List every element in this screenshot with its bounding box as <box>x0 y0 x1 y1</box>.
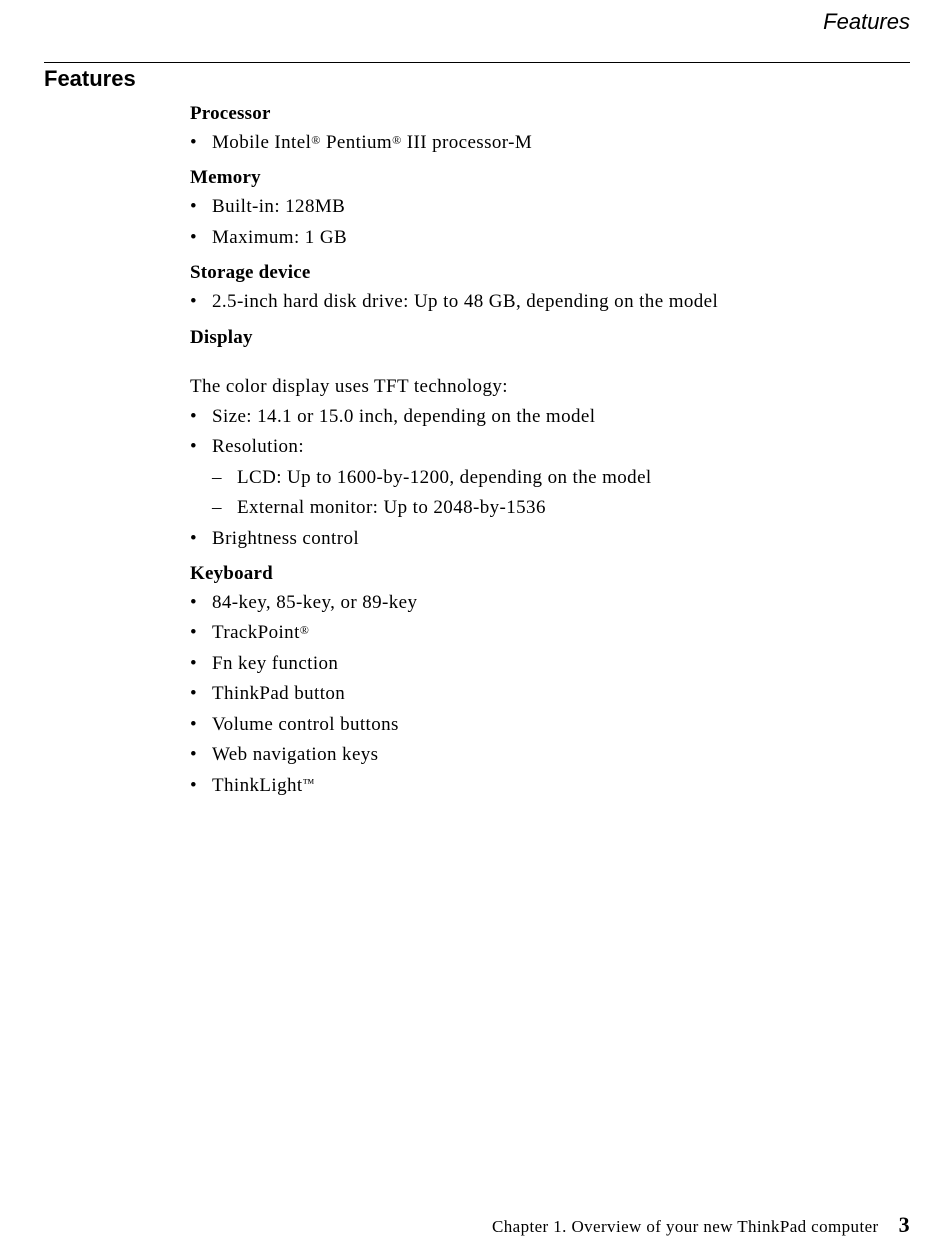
keyboard-thinkpad-button: ThinkPad button <box>212 683 346 705</box>
display-size: Size: 14.1 or 15.0 inch, depending on the model <box>212 406 596 428</box>
page-number: 3 <box>898 1212 910 1237</box>
display-intro: The color display uses TFT technology: <box>190 375 508 397</box>
processor-family: Pentium <box>325 132 393 153</box>
trademark-mark: ™ <box>302 775 315 790</box>
list-item <box>190 223 890 253</box>
memory-section <box>190 164 890 253</box>
footer-chapter-text: Chapter 1. Overview of your new ThinkPad computer <box>492 1217 879 1236</box>
keyboard-section <box>190 560 890 801</box>
list-item <box>190 192 890 222</box>
bullet-marker: • <box>190 527 198 549</box>
dash-marker: – <box>212 497 222 519</box>
list-item <box>190 588 890 618</box>
keyboard-fn: Fn key function <box>212 652 339 674</box>
list-item <box>190 432 890 523</box>
list-item <box>212 463 890 493</box>
display-list <box>190 402 890 554</box>
list-item <box>190 402 890 432</box>
bullet-marker: • <box>190 436 198 458</box>
list-item <box>190 771 890 801</box>
section-title: Features <box>44 66 136 91</box>
display-heading: Display <box>190 326 253 348</box>
resolution-sublist <box>212 463 890 524</box>
memory-maximum: Maximum: 1 GB <box>212 226 348 248</box>
dash-marker: – <box>212 466 222 488</box>
storage-hdd: 2.5-inch hard disk drive: Up to 48 GB, depending on the model <box>212 291 719 313</box>
bullet-marker: • <box>190 683 198 705</box>
list-item <box>190 679 890 709</box>
registered-mark: ® <box>311 133 321 147</box>
resolution-lcd: LCD: Up to 1600-by-1200, depending on the model <box>237 466 652 488</box>
header-rule <box>44 62 910 63</box>
processor-model: III processor-M <box>406 132 533 153</box>
list-item <box>190 128 890 158</box>
storage-heading: Storage device <box>190 262 311 284</box>
keyboard-thinklight: ThinkLight <box>212 774 303 796</box>
running-header: Features <box>823 9 910 34</box>
list-item <box>190 740 890 770</box>
memory-list <box>190 192 890 253</box>
memory-builtin: Built-in: 128MB <box>212 196 346 218</box>
bullet-marker: • <box>190 196 198 218</box>
display-brightness: Brightness control <box>212 527 360 549</box>
bullet-marker: • <box>190 652 198 674</box>
bullet-marker: • <box>190 406 198 428</box>
keyboard-web-nav: Web navigation keys <box>212 744 379 766</box>
keyboard-volume: Volume control buttons <box>212 713 399 735</box>
keyboard-trackpoint: TrackPoint <box>212 622 300 644</box>
list-item <box>212 493 890 523</box>
bullet-marker: • <box>190 622 198 644</box>
features-content <box>190 100 890 807</box>
bullet-marker: • <box>190 713 198 735</box>
list-item <box>190 524 890 554</box>
processor-list <box>190 128 890 158</box>
processor-section <box>190 100 890 158</box>
keyboard-list <box>190 588 890 801</box>
bullet-marker: • <box>190 226 198 248</box>
registered-mark: ® <box>299 623 310 638</box>
display-resolution-label: Resolution: <box>212 436 305 458</box>
processor-heading: Processor <box>190 103 271 124</box>
storage-section <box>190 259 890 317</box>
keyboard-keys: 84-key, 85-key, or 89-key <box>212 592 418 614</box>
list-item <box>190 618 890 648</box>
memory-heading: Memory <box>190 167 261 189</box>
list-item <box>190 649 890 679</box>
resolution-external: External monitor: Up to 2048-by-1536 <box>237 497 546 519</box>
storage-list <box>190 287 890 317</box>
bullet-marker: • <box>190 774 198 796</box>
bullet-marker: • <box>190 592 198 614</box>
list-item <box>190 287 890 317</box>
display-section <box>190 324 890 554</box>
list-item <box>190 710 890 740</box>
processor-brand: Mobile Intel <box>212 132 312 153</box>
page-footer <box>492 1210 910 1242</box>
registered-mark: ® <box>392 133 402 147</box>
keyboard-heading: Keyboard <box>190 563 273 585</box>
bullet-marker: • <box>190 744 198 766</box>
bullet-marker: • <box>190 291 198 313</box>
bullet-marker: • <box>190 132 198 153</box>
